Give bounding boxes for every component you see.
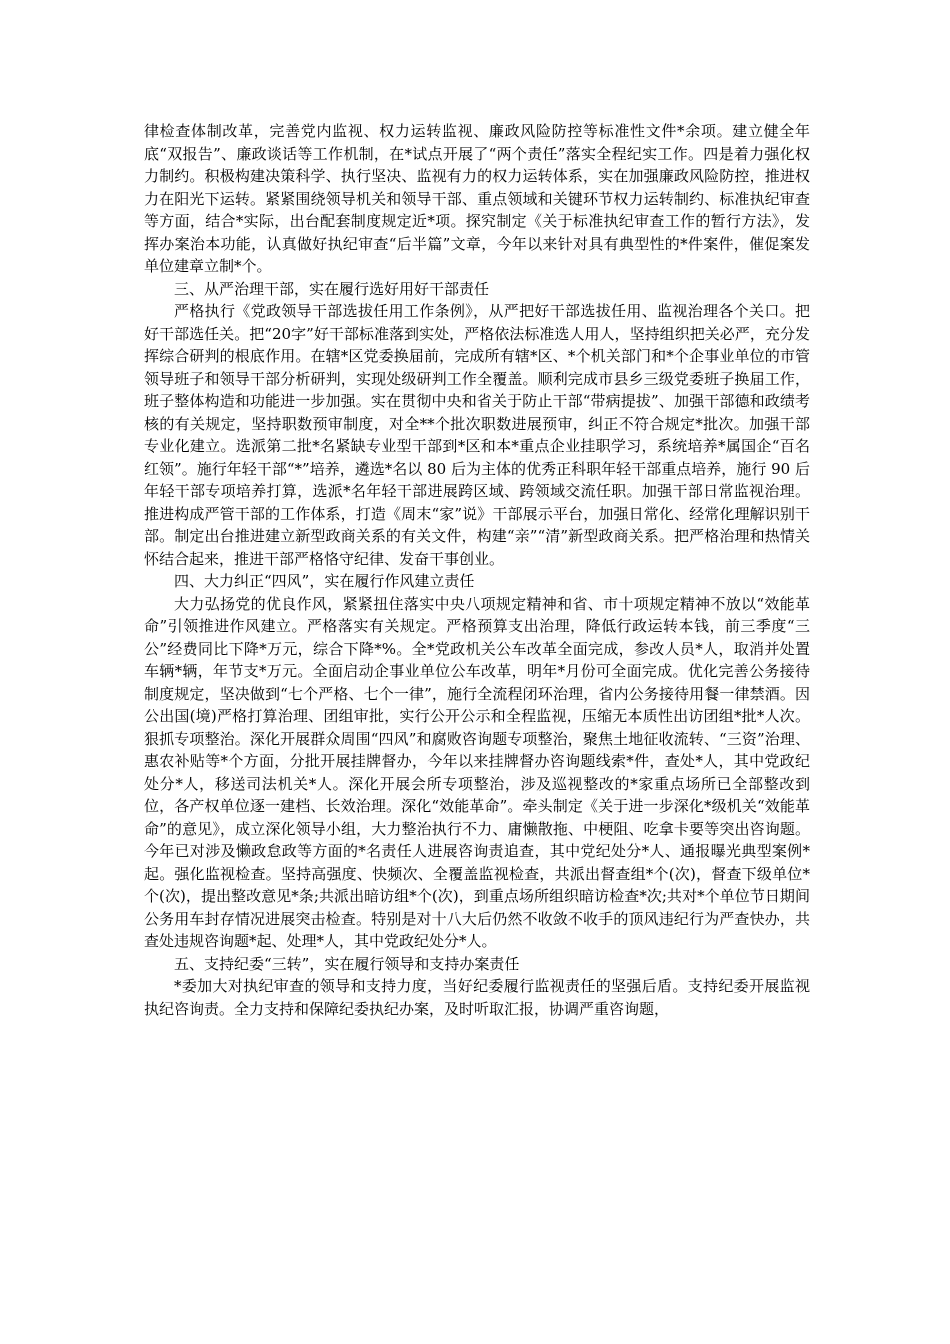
section-heading: 四、大力纠正“四风”，实在履行作风建立责任 [174,572,475,590]
body-paragraph: *委加大对执纪审查的领导和支持力度，当好纪委履行监视责任的坚强后盾。支持纪委开展监视执纪咨询责。全力支持和保障纪委执纪办案，及时听取汇报，协调严重咨询题， [144,977,810,1018]
body-paragraph: 严格执行《党政领导干部选拔任用工作条例》，从严把好干部选拔任用、监视治理各个关口。把好干部选任关。把“20字”好干部标准落到实处，严格依法标准选人用人，坚持组织把关必严，充分发挥综合研判的根底作用。在辖*区党委换届前，完成所有辖*区、*个机关部门和*个企事业单位的市管领导班子和领导干部分析研判，实现处级研判工作全覆盖。顺利完成市县乡三级党委班子换届工作，班子整体构造和功能进一步加强。实在贯彻中央和省关于防止干部“带病提拔”、加强干部德和政绩考核的有关规定，坚持职数预审制度，对全**个批次职数进展预审，纠正不符合规定*批次。加强干部专业化建立。选派第二批*名紧缺专业型干部到*区和本*重点企业挂职学习，系统培养*属国企“百名红领”。施行年轻干部“*”培养，遴选*名以 80 后为主体的优秀正科职年轻干部重点培养，施行 90 后年轻干部专项培养打算，选派*名年轻干部进展跨区域、跨领域交流任职。加强干部日常监视治理。推进构成严管干部的工作体系，打造《周末“家”说》干部展示平台，加强日常化、经常化理解识别干部。制定出台推进建立新型政商关系的有关文件，构建“亲”“清”新型政商关系。把严格治理和热情关怀结合起来，推进干部严格恪守纪律、发奋干事创业。 [144,302,810,568]
section-heading: 五、支持纪委“三转”，实在履行领导和支持办案责任 [174,954,520,973]
body-paragraph: 律检查体制改革，完善党内监视、权力运转监视、廉政风险防控等标准性文件*余项。建立健全年底“双报告”、廉政谈话等工作机制，在*试点开展了“两个责任”落实全程纪实工作。四是着力强化权力制约。积极构建决策科学、执行坚决、监视有力的权力运转体系，实在加强廉政风险防控，推进权力在阳光下运转。紧紧围绕领导机关和领导干部、重点领域和关键环节权力运转制约、标准执纪审查等方面，结合*实际，出台配套制度规定近*项。探究制定《关于标准执纪审查工作的暂行方法》，发挥办案治本功能，认真做好执纪审查“后半篇”文章，今年以来针对具有典型性的*件案件，催促案发单位建章立制*个。 [144,122,810,275]
section-heading: 三、从严治理干部，实在履行选好用好干部责任 [174,279,490,298]
document-page [144,120,810,1020]
body-paragraph: 大力弘扬党的优良作风，紧紧扭住落实中央八项规定精神和省、市十项规定精神不放以“效能革命”引领推进作风建立。严格落实有关规定。严格预算支出治理，降低行政运转本钱，前三季度“三公”经费同比下降*万元，综合下降*%。全*党政机关公车改革全面完成，参改人员*人，取消并处置车辆*辆，年节支*万元。全面启动企事业单位公车改革，明年*月份可全面完成。优化完善公务接待制度规定，坚决做到“七个严格、七个一律”，施行全流程闭环治理，省内公务接待用餐一律禁酒。因公出国(境)严格打算治理、团组审批，实行公开公示和全程监视，压缩无本质性出访团组*批*人次。狠抓专项整治。深化开展群众周围“四风”和腐败咨询题专项整治，聚焦土地征收流转、“三资”治理、惠农补贴等*个方面，分批开展挂牌督办，今年以来挂牌督办咨询题线索*件，查处*人，其中党政纪处分*人，移送司法机关*人。深化开展会所专项整治，涉及巡视整改的*家重点场所已全部整改到位，各产权单位逐一建档、长效治理。深化“效能革命”。牵头制定《关于进一步深化*级机关“效能革命”的意见》，成立深化领导小组，大力整治执行不力、庸懒散拖、中梗阻、吃拿卡要等突出咨询题。今年已对涉及懒政怠政等方面的*名责任人进展咨询责追查，其中党纪处分*人、通报曝光典型案例*起。强化监视检查。坚持高强度、快频次、全覆盖监视检查，共派出督查组*个(次)，督查下级单位*个(次)，提出整改意见*条;共派出暗访组*个(次)，到重点场所组织暗访检查*次;共对*个单位节日期间公务用车封存情况进展突击检查。特别是对十八大后仍然不收敛不收手的顶风违纪行为严查快办，共查处违规咨询题*起、处理*人，其中党政纪处分*人。 [144,594,810,950]
